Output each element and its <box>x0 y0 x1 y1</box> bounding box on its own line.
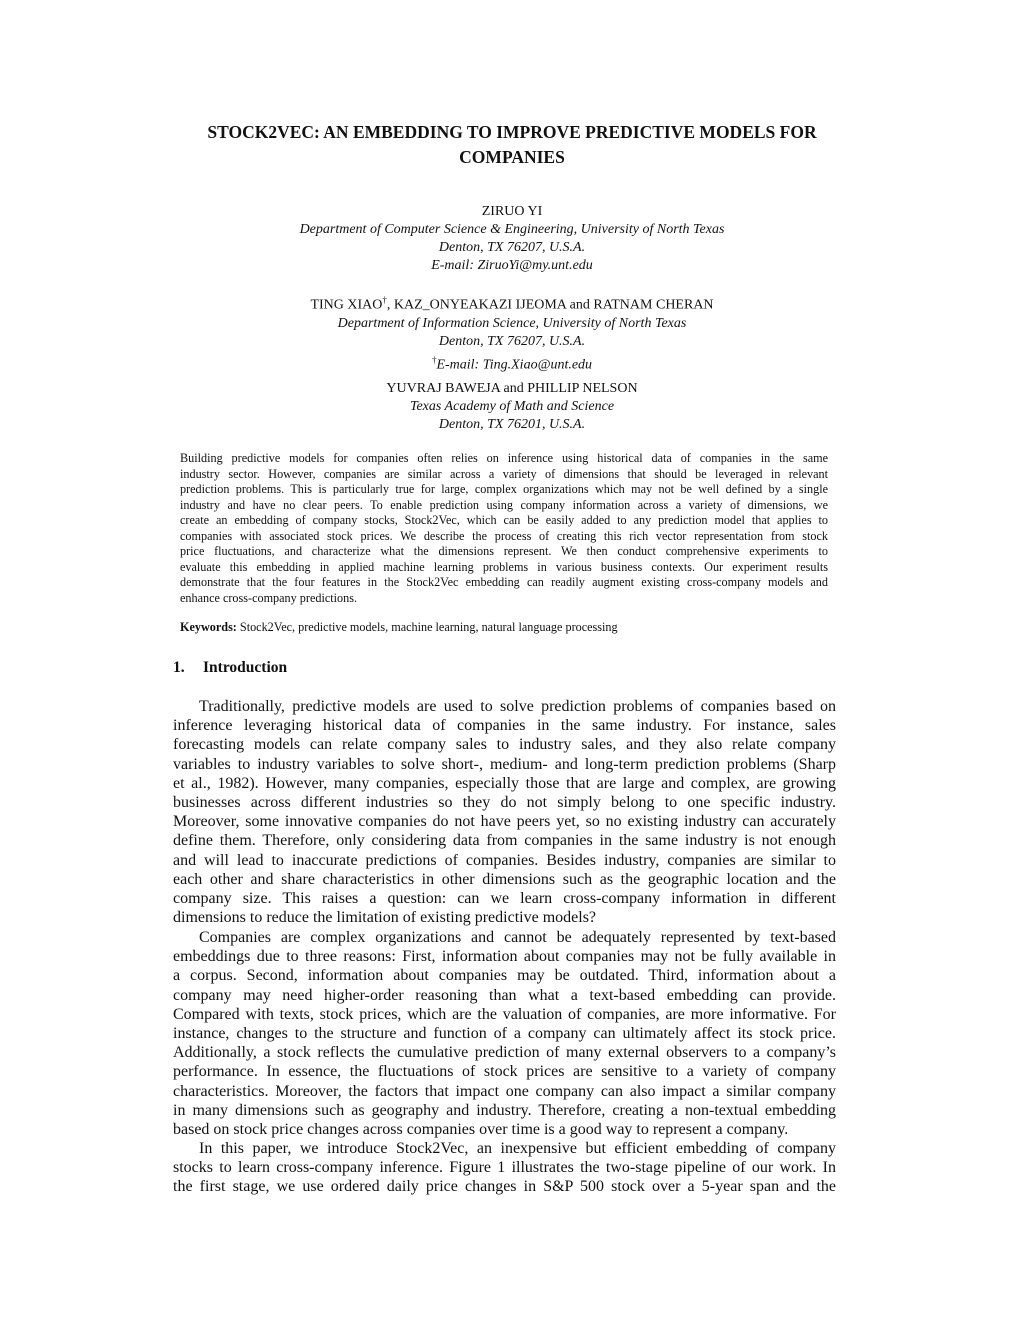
text-line: et al., 1982). However, many companies, especially those that are large and complex, are growing <box>173 774 836 792</box>
text-line: Companies are complex organizations and cannot be adequately represented by text-based <box>199 929 836 946</box>
author-address: Denton, TX 76201, U.S.A. <box>438 417 586 432</box>
text-line: enhance cross-company predictions. <box>180 590 357 605</box>
paragraph <box>173 697 836 927</box>
author-affiliation: Department of Information Science, University of North Texas <box>337 315 687 331</box>
keywords <box>180 620 618 635</box>
text-line: In this paper, we introduce Stock2Vec, an inexpensive but efficient embedding of company <box>199 1140 836 1157</box>
abstract <box>180 451 828 606</box>
text-line: and will lead to inaccurate predictions of companies. Besides industry, companies are similar to <box>173 851 836 869</box>
text-line: instance, changes to the structure and function of a company can ultimately affect its stock price. <box>173 1025 836 1043</box>
text-line: inference leveraging historical data of companies in the same industry. For instance, sales <box>173 717 836 735</box>
author-email: E-mail: Ting.Xiao@unt.edu <box>436 357 593 373</box>
text-line: each other and share characteristics in other dimensions such as the geographic location and the <box>173 870 836 888</box>
author-block-2 <box>0 291 1024 374</box>
text-line: embeddings due to three reasons: First, information about companies may not be fully available in <box>173 948 836 966</box>
author-block-1 <box>0 203 1024 275</box>
author-names <box>0 291 1024 315</box>
paragraph <box>173 1139 836 1197</box>
keywords-text: Stock2Vec, predictive models, machine learning, natural language processing <box>236 620 618 634</box>
text-line: businesses across different industries so they do not simply belong to one specific industry. <box>173 794 836 812</box>
text-line: Compared with texts, stock prices, which are the valuation of companies, are more informative. For <box>173 1005 836 1023</box>
author-block-3 <box>0 380 1024 434</box>
author-affiliation: Department of Computer Science & Engineering, University of North Texas <box>299 222 725 237</box>
text-line: define them. Therefore, only considering data from companies in the same industry is not enough <box>173 832 836 850</box>
author-address: Denton, TX 76207, U.S.A. <box>438 240 586 255</box>
text-line: forecasting models can relate company sales to industry sales, and they also relate company <box>173 736 836 754</box>
text-line: Building predictive models for companies often relies on inference using historical data of companies in the same <box>180 451 828 465</box>
section-title: Introduction <box>203 659 288 676</box>
text-line: performance. In essence, the fluctuations of stock prices are sensitive to a variety of company <box>173 1063 836 1081</box>
text-line: in many dimensions such as geography and industry. Therefore, creating a non-textual embedding <box>173 1101 836 1119</box>
author-names: ZIRUO YI <box>481 204 543 219</box>
text-line: the first stage, we use ordered daily price changes in S&P 500 stock over a 5-year span and the <box>173 1178 836 1196</box>
paragraph <box>173 928 836 1139</box>
dagger-mark: † <box>382 295 387 305</box>
author-affiliation: Texas Academy of Math and Science <box>409 399 615 414</box>
text-line: variables to industry variables to solve short-, medium- and long-term prediction problems (Sharp <box>173 755 836 773</box>
text-line: evaluate this embedding in applied machine learning problems in various business contexts. Our experiment results <box>180 559 828 574</box>
text-line: industry and have no clear peers. To enable prediction using company information across a variety of dimensions, we <box>180 497 828 512</box>
text-line: Moreover, some innovative companies do not have peers yet, so no existing industry can accurately <box>173 813 836 831</box>
title-line: COMPANIES <box>459 147 565 167</box>
text-line: create an embedding of company stocks, Stock2Vec, which can be easily added to any prediction model that applies to <box>180 513 828 527</box>
text-line: stocks to learn cross-company inference. Figure 1 illustrates the two-stage pipeline of our work. In <box>173 1159 836 1177</box>
text-line: company size. This raises a question: can we learn cross-company information in different <box>173 890 836 908</box>
author-names-rest: , KAZ_ONYEAKAZI IJEOMA and RATNAM CHERAN <box>386 297 714 313</box>
text-line: characteristics. Moreover, the factors that impact one company can also impact a similar company <box>173 1082 836 1100</box>
text-line: Traditionally, predictive models are used to solve prediction problems of companies based on <box>199 698 836 715</box>
author-name: TING XIAO <box>310 297 383 313</box>
text-line: prediction problems. This is particularly true for large, complex organizations which may not be well defined by a single <box>180 482 828 496</box>
text-line: industry sector. However, companies are similar across a variety of dimensions that should be leveraged in relevant <box>180 466 828 481</box>
author-address: Denton, TX 76207, U.S.A. <box>438 333 586 349</box>
text-line: companies with associated stock prices. We describe the process of creating this rich vector representation from stock <box>180 528 828 543</box>
author-names: YUVRAJ BAWEJA and PHILLIP NELSON <box>386 381 638 396</box>
author-email: E-mail: ZiruoYi@my.unt.edu <box>431 258 593 273</box>
section-number: 1. <box>173 659 185 676</box>
text-line: a corpus. Second, information about companies may be outdated. Third, information about a <box>173 967 836 985</box>
text-line: company may need higher-order reasoning than what a text-based embedding can provide. <box>173 986 836 1004</box>
title-line: STOCK2VEC: AN EMBEDDING TO IMPROVE PREDICTIVE MODELS FOR <box>207 122 817 142</box>
text-line: based on stock price changes across companies over time is a good way to represent a company. <box>173 1121 789 1139</box>
dagger-mark: † <box>431 354 437 365</box>
keywords-label: Keywords: <box>180 620 237 634</box>
text-line: price fluctuations, and characterize what the dimensions represent. We then conduct comprehensive experiments to <box>180 544 828 558</box>
section-heading <box>173 659 287 677</box>
text-line: dimensions to reduce the limitation of existing predictive models? <box>173 909 597 927</box>
text-line: demonstrate that the four features in the Stock2Vec embedding can readily augment existing cross-company models and <box>180 575 828 589</box>
text-line: Additionally, a stock reflects the cumulative prediction of many external observers to a company’s <box>173 1044 836 1062</box>
author-email-line <box>0 351 1024 375</box>
paper-title <box>0 120 1024 170</box>
